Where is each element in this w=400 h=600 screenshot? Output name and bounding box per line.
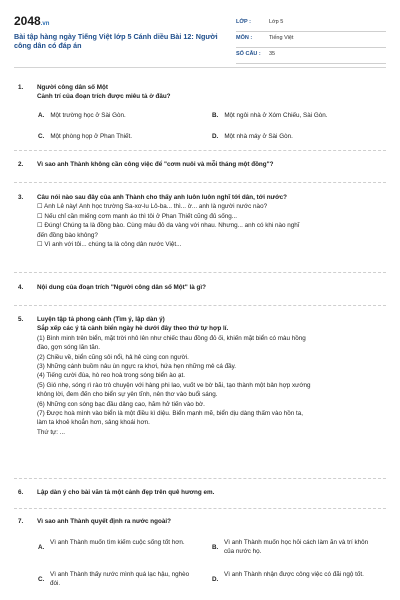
option-letter: A. <box>38 112 45 119</box>
question-subtitle: Cảnh trí của đoạn trích được miêu tả ở đâu? <box>37 93 171 101</box>
question-title: Người công dân số Một <box>37 84 108 91</box>
question-title: Nội dung của đoạn trích "Người công dân số Một" là gì? <box>37 284 206 291</box>
option-letter: A. <box>38 544 45 551</box>
option-text: Vì anh Thành nhận được công việc có đãi ngộ tốt. <box>224 571 364 578</box>
option-text: Một ngôi nhà ở Xóm Chiếu, Sài Gòn. <box>224 112 328 119</box>
answer-blank[interactable]: Thứ tự: ... <box>37 428 66 436</box>
answer-choice[interactable]: ☐ Nếu chỉ cần miếng cơm manh áo thì tôi ở Phan Thiết cũng đủ sống... <box>37 212 238 220</box>
option-text: Một nhà máy ở Sài Gòn. <box>224 133 293 140</box>
document-title: Bài tập hàng ngày Tiếng Việt lớp 5 Cánh diều Bài 12: Người công dân có đáp án <box>14 32 218 51</box>
meta-value: 35 <box>269 51 276 57</box>
text-line: (4) Tiếng cười đùa, hò reo hoà trong sóng biển ào ạt. <box>37 372 186 380</box>
text-line: (7) Được hoà mình vào biển là một điều kì diệu. Biển mạnh mẽ, biển dịu dàng thấm vào hồn ta, <box>37 410 303 418</box>
text-line: đào, gợn sóng lăn tăn. <box>37 344 100 352</box>
option-text: Vì anh Thành muốn tìm kiếm cuộc sống tốt hơn. <box>50 539 185 546</box>
question-2 <box>18 160 382 169</box>
option-c[interactable] <box>38 133 132 140</box>
question-divider <box>14 150 386 151</box>
question-title: Luyện tập tả phong cảnh (Tìm ý, lập dàn ý) <box>37 316 165 323</box>
page-header <box>14 14 386 60</box>
text-line: (1) Bình minh trên biển, mặt trời nhô lên như chiếc thau đồng đỏ ối, khiến mặt biển có màu hồng <box>37 334 306 342</box>
question-7 <box>18 517 382 526</box>
question-title: Vì sao anh Thành quyết định ra nước ngoài? <box>37 518 171 525</box>
meta-row-count <box>236 48 386 64</box>
meta-key: LỚP : <box>236 19 251 25</box>
question-6 <box>18 488 382 497</box>
option-c[interactable] <box>38 570 203 590</box>
question-divider <box>14 478 386 479</box>
option-letter: C. <box>38 576 45 583</box>
option-b[interactable] <box>212 112 328 119</box>
meta-row-subject <box>236 32 386 48</box>
question-5 <box>18 315 382 437</box>
question-4 <box>18 283 382 292</box>
option-text: Một phòng họp ở Phan Thiết. <box>50 133 133 140</box>
question-title: Câu nói nào sau đây của anh Thành cho thấy anh luôn luôn nghĩ tới dân, tới nước? <box>37 194 287 201</box>
answer-choice[interactable]: ☐ Đúng! Chúng ta là đồng bào. Cùng máu đỏ da vàng với nhau. Nhưng... anh có khi nào nghĩ <box>37 222 300 230</box>
meta-key: MÔN : <box>236 35 253 41</box>
text-line: (3) Những cánh buồm nâu ùn ngực ra khơi, hứa hẹn những mẻ cá đầy. <box>37 363 237 371</box>
question-title: Lập dàn ý cho bài văn tả một cảnh đẹp trên quê hương em. <box>37 489 215 496</box>
question-number: 4. <box>18 284 24 291</box>
question-1 <box>18 83 382 102</box>
question-divider <box>14 305 386 306</box>
option-text: Vì anh Thành muốn học hỏi cách làm ăn và trí khôn của nước họ. <box>224 539 369 556</box>
meta-table <box>236 16 386 64</box>
option-d[interactable] <box>212 133 293 140</box>
answer-choice-continued: đến đồng bào không? <box>37 231 98 239</box>
option-letter: D. <box>212 576 219 583</box>
question-number: 7. <box>18 518 24 525</box>
text-line: làm ta khoẻ khoắn hơn, sảng khoái hơn. <box>37 419 150 427</box>
question-number: 6. <box>18 489 24 496</box>
option-text: Một trường học ở Sài Gòn. <box>50 112 126 119</box>
question-divider <box>14 508 386 509</box>
question-number: 2. <box>18 161 24 168</box>
question-divider <box>14 272 386 273</box>
meta-value: Tiếng Việt <box>269 35 294 41</box>
text-line: (6) Những con sóng bạc đầu dâng cao, hăm hở tiến vào bờ. <box>37 400 205 408</box>
text-line: không lời, đem đến cho biển sự yên tĩnh, nên thơ vào buổi sáng. <box>37 391 218 399</box>
option-letter: B. <box>212 544 219 551</box>
text-line: (2) Chiều về, biển cũng sôi nổi, hả hê cùng con người. <box>37 353 189 361</box>
option-a[interactable] <box>38 112 126 119</box>
answer-choice[interactable]: ☐ Vì anh với tôi... chúng ta là công dân nước Việt... <box>37 241 182 249</box>
answer-choice[interactable]: ☐ Anh Lê này! Anh học trường Sa-xơ-lu Lô-ba... thì... ờ... anh là người nước nào? <box>37 203 268 211</box>
option-letter: C. <box>38 133 45 140</box>
logo-text: 2048 <box>14 14 41 28</box>
question-divider <box>14 182 386 183</box>
question-number: 3. <box>18 194 24 201</box>
question-number: 5. <box>18 316 24 323</box>
site-logo[interactable] <box>14 14 49 28</box>
meta-row-class <box>236 16 386 32</box>
text-line: (5) Gió nhẹ, sóng rì rào trò chuyện với hàng phi lao, vuốt ve bờ bãi, tạo thành một bản hợp xướng <box>37 381 311 389</box>
meta-value: Lớp 5 <box>269 19 284 25</box>
question-subtitle: Sắp xếp các ý tả cảnh biển ngày hè dưới đây theo thứ tự hợp lí. <box>37 325 229 333</box>
option-d[interactable] <box>212 570 377 590</box>
option-a[interactable] <box>38 538 203 558</box>
logo-tld: .vn <box>40 21 50 27</box>
question-title: Vì sao anh Thành không cần công việc để "cơm nuôi và mỗi tháng một đồng"? <box>37 161 274 168</box>
question-3 <box>18 193 382 249</box>
option-letter: B. <box>212 112 219 119</box>
option-letter: D. <box>212 133 219 140</box>
question-number: 1. <box>18 84 24 91</box>
meta-key: SỐ CÂU : <box>236 51 261 57</box>
header-divider <box>14 67 386 68</box>
option-text: Vì anh Thành thấy nước mình quá lạc hậu, nghèo đói. <box>50 571 190 588</box>
option-b[interactable] <box>212 538 377 558</box>
